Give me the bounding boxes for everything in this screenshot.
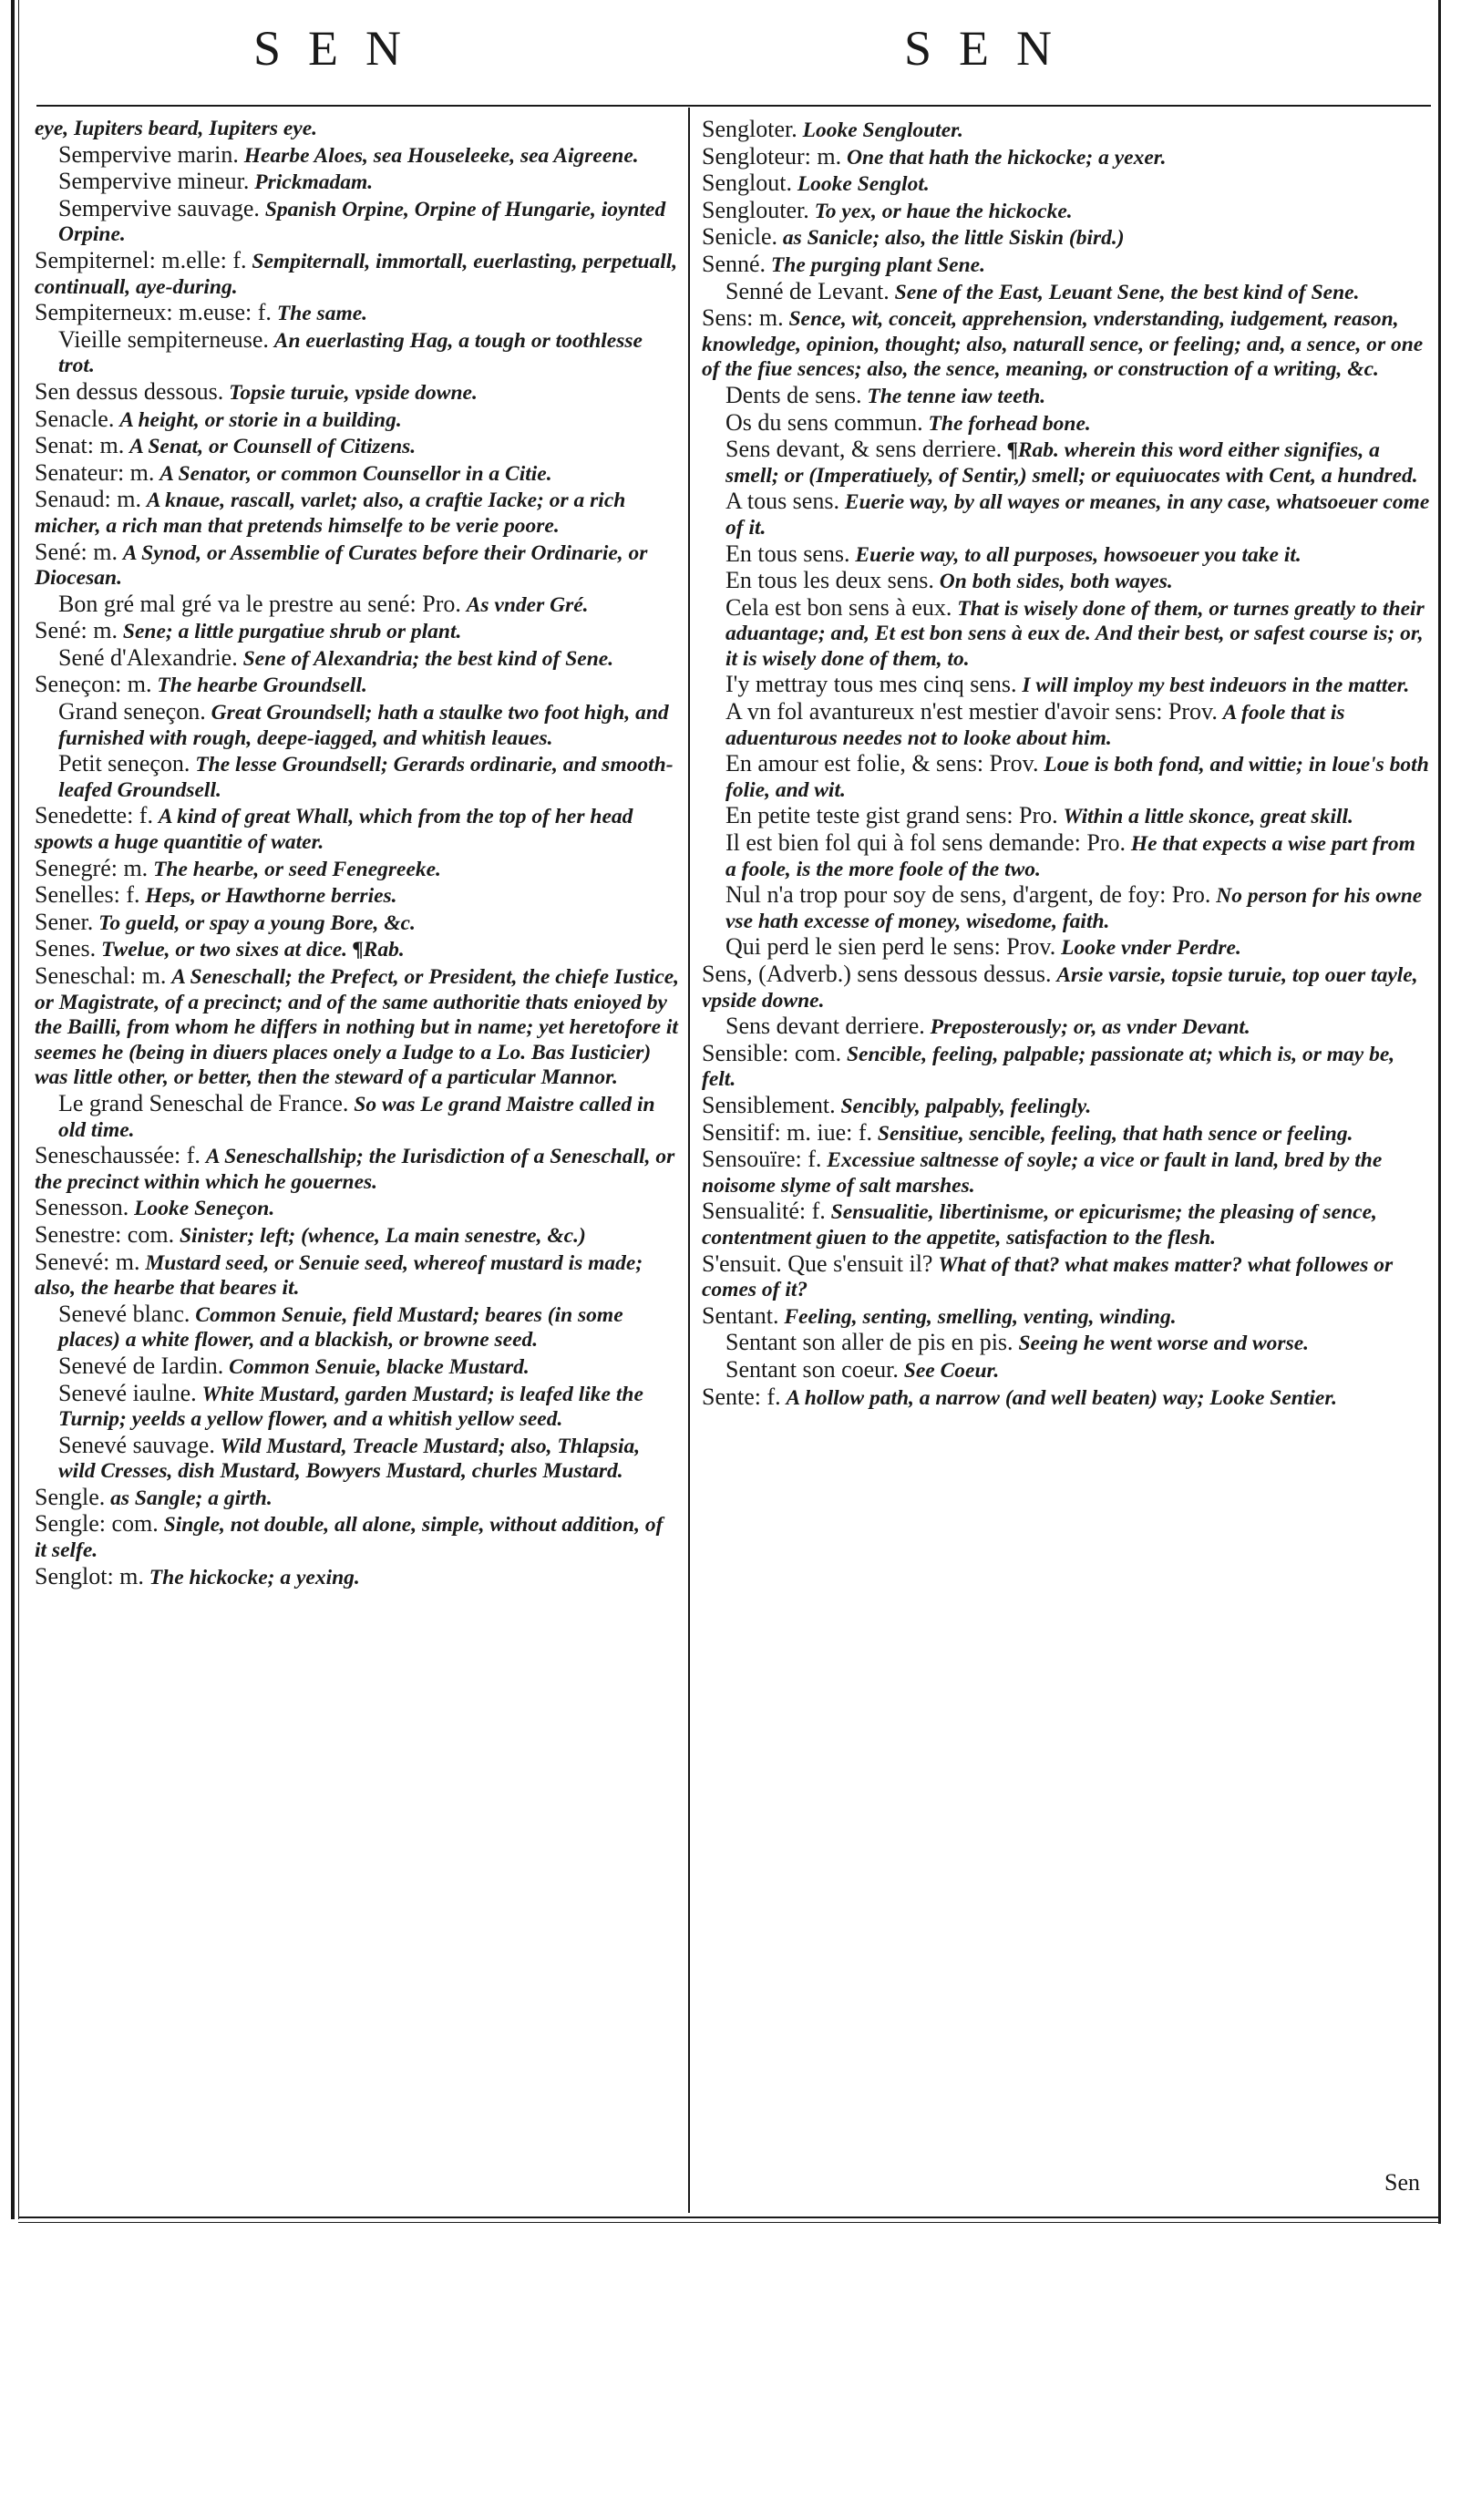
dictionary-entry (702, 383, 1431, 410)
entry-headword: Sente: f. (702, 1383, 781, 1410)
entry-definition: Sensualitie, libertinisme, or epicurisme; the pleasing of sence, contentment giuen to the appetite, satisfaction to the flesh. (702, 1200, 1377, 1250)
entry-definition: The hearbe, or seed Fenegreeke. (153, 857, 441, 881)
entry-definition: Sinister; left; (whence, La main senestre, &c.) (179, 1223, 586, 1248)
entry-definition: Common Senuie, blacke Mustard. (229, 1354, 530, 1379)
dictionary-entry (35, 1353, 680, 1381)
entry-headword: Senes. (35, 935, 97, 962)
dictionary-entry (35, 1511, 680, 1563)
frame-border-bottom-inner (18, 2222, 1441, 2223)
dictionary-entry (35, 169, 680, 196)
entry-definition: On both sides, both wayes. (939, 570, 1173, 594)
entry-headword: Nul n'a trop pour soy de sens, d'argent, de foy: Pro. (725, 881, 1211, 909)
entry-headword: Senevé blanc. (58, 1300, 190, 1327)
entry-headword: I'y mettray tous mes cinq sens. (725, 671, 1017, 698)
dictionary-entry (702, 595, 1431, 673)
entry-headword: Sener. (35, 908, 94, 935)
entry-headword: Senaud: m. (35, 486, 141, 513)
entry-headword: Sengloteur: m. (702, 142, 842, 170)
entry-headword: Sen dessus dessous. (35, 377, 224, 405)
entry-definition: The purging plant Sene. (770, 252, 985, 277)
dictionary-entry (35, 1195, 680, 1222)
entry-definition: A height, or storie in a building. (119, 407, 402, 432)
entry-headword: Senacle. (35, 405, 115, 432)
dictionary-entry (35, 327, 680, 379)
entry-headword: Cela est bon sens à eux. (725, 593, 952, 621)
dictionary-entry (702, 1147, 1431, 1198)
dictionary-entry (702, 305, 1431, 383)
frame-border-right (1438, 0, 1441, 2224)
entry-headword: Senevé de Iardin. (58, 1352, 224, 1379)
entry-headword: Senevé: m. (35, 1248, 140, 1275)
entry-definition: Common Senuie, field Mustard; beares (in some places) a white flower, and a blackish, or browne seed. (58, 1302, 623, 1353)
frame-border-left (11, 0, 15, 2219)
entry-definition: A knaue, rascall, varlet; also, a craftie Iacke; or a rich micher, a rich man that pretends himselfe to be verie poore. (35, 489, 626, 538)
entry-headword: Sené: m. (35, 538, 118, 565)
column-divider (688, 108, 690, 2213)
entry-definition: He that expects a wise part from a foole, is the more foole of the two. (725, 832, 1415, 881)
entry-headword: Sempiterneux: m.euse: f. (35, 299, 272, 326)
entry-definition: Sempiternall, immortall, euerlasting, perpetuall, continuall, aye-during. (35, 249, 678, 299)
entry-headword: Sensible: com. (702, 1039, 842, 1066)
entry-headword: Sené d'Alexandrie. (58, 643, 238, 671)
entry-headword: Senné. (702, 250, 767, 277)
entry-definition: Single, not double, all alone, simple, without addition, of it selfe. (35, 1513, 664, 1563)
dictionary-entry (35, 882, 680, 910)
dictionary-entry (702, 568, 1431, 595)
entry-headword: Sens devant derriere. (725, 1013, 925, 1040)
entry-definition: Great Groundsell; hath a staulke two foot high, and furnished with rough, deepe-iagged, and whitish leaues. (58, 701, 669, 750)
entry-definition: Wild Mustard, Treacle Mustard; also, Thlapsia, wild Cresses, dish Mustard, Bowyers Mustard, churles Mustard. (58, 1434, 641, 1484)
entry-headword: A tous sens. (725, 488, 839, 515)
entry-definition: Euerie way, by all wayes or meanes, in any case, whatsoeuer come of it. (725, 490, 1430, 540)
entry-definition: No person for his owne vse hath excesse of money, wisedome, faith. (725, 884, 1423, 933)
dictionary-entry (702, 934, 1431, 962)
dictionary-entry (35, 460, 680, 488)
dictionary-entry (702, 1303, 1431, 1331)
dictionary-entry (35, 699, 680, 751)
entry-headword: Sentant son coeur. (725, 1355, 899, 1383)
entry-definition: as Sanicle; also, the little Siskin (bird.) (782, 226, 1125, 251)
dictionary-entry (35, 645, 680, 673)
entry-definition: A Seneschall; the Prefect, or President, the chiefe Iustice, or Magistrate, of a precinct; and of the same authoritie thats enioyed by the Bailli, from whom he differs in nothing but in name; yet heretofore it seemes he (being in diuers places onely a Iudge to a Lo. Bas Iusticier) was little other, or better, then the steward of a particular Mannor. (35, 965, 680, 1090)
dictionary-entry (35, 1381, 680, 1433)
entry-headword: Senné de Levant. (725, 277, 890, 304)
entry-definition: Preposterously; or, as vnder Devant. (930, 1015, 1250, 1040)
entry-definition: A foole that is aduenturous needes not to looke about him. (725, 701, 1345, 750)
dictionary-entry (35, 1222, 680, 1250)
dictionary-entry (702, 672, 1431, 699)
entry-headword: Vieille sempiterneuse. (58, 325, 269, 353)
dictionary-entry (35, 591, 680, 619)
entry-definition: Arsie varsie, topsie turuie, top ouer tayle, vpside downe. (702, 963, 1418, 1013)
entry-definition: ¶Rab. wherein this word either signifies, a smell; or (Imperatiuely, of Sentir,) smell; or equiuocates with Cent, a hundred. (725, 438, 1418, 488)
entry-definition: Hearbe Aloes, sea Houseleeke, sea Aigreene. (243, 143, 639, 168)
entry-definition: To gueld, or spay a young Bore, &c. (98, 910, 416, 935)
entry-definition: Looke Seneçon. (134, 1197, 275, 1221)
dictionary-entry (35, 433, 680, 460)
dictionary-entry (702, 1251, 1431, 1303)
entry-headword: Sengle. (35, 1483, 106, 1510)
entry-headword: Senevé sauvage. (58, 1431, 215, 1458)
entry-headword: Sentant son aller de pis en pis. (725, 1329, 1013, 1356)
entry-headword: En amour est folie, & sens: Prov. (725, 750, 1039, 777)
dictionary-entry (35, 936, 680, 963)
entry-definition: That is wisely done of them, or turnes greatly to their aduantage; and, Et est bon sens à eux de. And their best, or safest course is; or, it is wisely done of them, to. (725, 596, 1425, 671)
dictionary-entry (702, 117, 1431, 144)
dictionary-entry (702, 252, 1431, 279)
entry-definition: Twelue, or two sixes at dice. ¶Rab. (101, 938, 405, 962)
entry-headword: En tous sens. (725, 540, 850, 567)
entry-headword: Os du sens commun. (725, 408, 923, 436)
left-column (35, 117, 680, 1590)
entry-headword: Bon gré mal gré va le prestre au sené: Pro. (58, 590, 461, 617)
dictionary-entry (702, 437, 1431, 489)
entry-definition: A Synod, or Assemblie of Curates before their Ordinarie, or Diocesan. (35, 540, 648, 591)
header-rule (36, 105, 1431, 107)
right-column (702, 117, 1431, 1411)
frame-border-left-inner (18, 0, 19, 2219)
dictionary-entry (35, 910, 680, 937)
entry-definition: Seeing he went worse and worse. (1018, 1332, 1310, 1356)
entry-definition: What of that? what makes matter? what followes or comes of it? (702, 1252, 1394, 1302)
entry-definition: The lesse Groundsell; Gerards ordinarie, and smooth-leafed Groundsell. (58, 753, 674, 802)
entry-headword: S'ensuit. Que s'ensuit il? (702, 1250, 933, 1277)
entry-headword: Sens: m. (702, 304, 784, 332)
dictionary-entry (702, 198, 1431, 225)
dictionary-entry (702, 224, 1431, 252)
entry-headword: Senegré: m. (35, 854, 149, 881)
entry-definition: The tenne iaw teeth. (867, 384, 1046, 408)
dictionary-entry (35, 487, 680, 539)
entry-headword: Il est bien fol qui à fol sens demande: Pro. (725, 829, 1127, 857)
entry-headword: Senglot: m. (35, 1562, 144, 1589)
entry-definition: An euerlasting Hag, a tough or toothlesse trot. (58, 328, 643, 378)
entry-definition: A hollow path, a narrow (and well beaten) way; Looke Sentier. (786, 1385, 1338, 1410)
entry-definition: Euerie way, to all purposes, howsoeuer you take it. (855, 542, 1302, 567)
entry-definition: The forhead bone. (928, 411, 1091, 436)
entry-definition: Prickmadam. (254, 170, 374, 195)
dictionary-entry (702, 279, 1431, 306)
dictionary-entry (702, 1120, 1431, 1147)
entry-definition: Within a little skonce, great skill. (1063, 805, 1353, 829)
dictionary-entry (702, 699, 1431, 751)
entry-definition: See Coeur. (903, 1358, 1000, 1383)
dictionary-entry (702, 1041, 1431, 1093)
entry-headword: Sempervive marin. (58, 140, 239, 168)
entry-headword: Sens, (Adverb.) sens dessous dessus. (702, 961, 1052, 987)
entry-definition: Heps, or Hawthorne berries. (145, 884, 397, 909)
entry-definition: A kind of great Whall, which from the top of her head spowts a huge quantitie of water. (35, 805, 633, 855)
dictionary-entry (35, 856, 680, 883)
dictionary-entry (35, 618, 680, 645)
entry-definition: Loue is both fond, and wittie; in loue's both folie, and wit. (725, 753, 1429, 802)
entry-headword: Sensualité: f. (702, 1198, 826, 1225)
dictionary-entry (702, 541, 1431, 569)
dictionary-entry (702, 489, 1431, 540)
entry-headword: Sené: m. (35, 617, 118, 644)
entry-definition: Sencibly, palpably, feelingly. (840, 1094, 1092, 1118)
dictionary-entry (35, 196, 680, 248)
dictionary-entry (702, 410, 1431, 437)
entry-headword: Petit seneçon. (58, 750, 190, 777)
entry-headword: Grand seneçon. (58, 698, 206, 725)
dictionary-entry (35, 1485, 680, 1512)
entry-headword: Sensouïre: f. (702, 1146, 822, 1173)
dictionary-entry (702, 1384, 1431, 1412)
entry-definition: Feeling, senting, smelling, venting, winding. (784, 1304, 1177, 1329)
entry-definition: Sencible, feeling, palpable; passionate at; which is, or may be, felt. (702, 1042, 1395, 1092)
dictionary-entry (702, 1093, 1431, 1120)
entry-headword: Sempervive mineur. (58, 168, 250, 195)
dictionary-entry (35, 248, 680, 300)
entry-headword: Senicle. (702, 223, 778, 251)
entry-headword: Seneschaussée: f. (35, 1142, 201, 1169)
dictionary-entry (35, 1433, 680, 1485)
entry-headword: Senglout. (702, 170, 792, 197)
dictionary-entry (702, 1330, 1431, 1357)
entry-definition: I will imploy my best indeuors in the matter. (1022, 674, 1410, 698)
catchword: Sen (1384, 2169, 1420, 2196)
entry-headword: Seneschal: m. (35, 962, 167, 989)
dictionary-entry (35, 672, 680, 699)
dictionary-entry (35, 406, 680, 434)
entry-headword: Qui perd le sien perd le sens: Prov. (725, 933, 1056, 961)
dictionary-entry (35, 1301, 680, 1353)
dictionary-entry (35, 117, 680, 142)
entry-definition: The same. (276, 302, 368, 326)
frame-border-bottom (18, 2217, 1441, 2218)
entry-headword: Senateur: m. (35, 458, 155, 486)
entry-headword: En tous les deux sens. (725, 567, 934, 594)
entry-definition: eye, Iupiters beard, Iupiters eye. (35, 117, 318, 140)
entry-definition: The hearbe Groundsell. (157, 674, 367, 698)
dictionary-entry (35, 300, 680, 327)
entry-headword: Le grand Seneschal de France. (58, 1089, 349, 1116)
entry-definition: Topsie turuie, vpside downe. (229, 380, 478, 405)
dictionary-entry (702, 144, 1431, 171)
entry-headword: A vn fol avantureux n'est mestier d'avoir sens: Prov. (725, 698, 1218, 725)
running-head-right: SEN (904, 21, 1080, 76)
dictionary-entry (35, 379, 680, 406)
entry-headword: Senelles: f. (35, 881, 140, 909)
entry-definition: Sensitiue, sencible, feeling, that hath sence or feeling. (877, 1121, 1353, 1146)
dictionary-entry (35, 1143, 680, 1195)
dictionary-entry (35, 540, 680, 591)
dictionary-entry (702, 751, 1431, 803)
dictionary-entry (35, 803, 680, 855)
entry-definition: A Senator, or common Counsellor in a Citie. (159, 461, 552, 486)
entry-headword: En petite teste gist grand sens: Pro. (725, 802, 1058, 829)
dictionary-entry (35, 963, 680, 1091)
entry-definition: The hickocke; a yexing. (149, 1565, 360, 1589)
entry-definition: One that hath the hickocke; a yexer. (846, 145, 1167, 170)
entry-headword: Sengle: com. (35, 1510, 159, 1538)
dictionary-entry (702, 1013, 1431, 1041)
entry-headword: Sensiblement. (702, 1091, 836, 1118)
entry-definition: White Mustard, garden Mustard; is leafed like the Turnip; yeelds a yellow flower, and a whitish yellow seed. (58, 1382, 643, 1432)
entry-headword: Senat: m. (35, 432, 125, 459)
entry-headword: Senedette: f. (35, 802, 153, 829)
dictionary-entry (35, 1564, 680, 1591)
entry-definition: Excessiue saltnesse of soyle; a vice or fault in land, bred by the noisome slyme of salt marshes. (702, 1148, 1383, 1198)
dictionary-entry (702, 1198, 1431, 1250)
dictionary-entry (702, 962, 1431, 1013)
entry-definition: As vnder Gré. (466, 592, 589, 617)
dictionary-entry (702, 882, 1431, 934)
entry-definition: Mustard seed, or Senuie seed, whereof mustard is made; also, the hearbe that beares it. (35, 1250, 643, 1301)
entry-definition: A Seneschallship; the Iurisdiction of a Seneschall, or the precinct within which he gouernes. (35, 1145, 675, 1194)
entry-definition: Sene of Alexandria; the best kind of Sene. (242, 646, 614, 671)
entry-definition: Sene of the East, Leuant Sene, the best kind of Sene. (894, 280, 1360, 304)
entry-headword: Sentant. (702, 1301, 779, 1329)
entry-definition: Sene; a little purgatiue shrub or plant. (122, 620, 462, 644)
entry-definition: To yex, or haue the hickocke. (814, 199, 1073, 223)
entry-headword: Senevé iaulne. (58, 1379, 197, 1406)
entry-headword: Senesson. (35, 1194, 129, 1221)
entry-definition: Sence, wit, conceit, apprehension, vnderstanding, iudgement, reason, knowledge, opinion, thought; also, naturall sence, or feeling; and, a sence, or one of the fiue sences; also, the sence, meaning, or construction of a writing, &c. (702, 307, 1424, 382)
entry-definition: Looke Senglouter. (802, 118, 963, 142)
dictionary-entry (35, 142, 680, 170)
dictionary-entry (702, 803, 1431, 830)
entry-headword: Sempervive sauvage. (58, 194, 260, 221)
entry-definition: as Sangle; a girth. (110, 1486, 273, 1510)
entry-headword: Sensitif: m. iue: f. (702, 1118, 873, 1146)
dictionary-entry (35, 1091, 680, 1143)
running-head-left: SEN (253, 21, 429, 76)
entry-headword: Sens devant, & sens derriere. (725, 436, 1003, 463)
entry-headword: Sempiternel: m.elle: f. (35, 246, 247, 273)
entry-headword: Sengloter. (702, 116, 797, 142)
dictionary-entry (35, 1250, 680, 1301)
entry-definition: A Senat, or Counsell of Citizens. (129, 435, 417, 459)
entry-definition: Looke Senglot. (797, 172, 930, 197)
dictionary-entry (702, 170, 1431, 198)
entry-definition: So was Le grand Maistre called in old time. (58, 1092, 655, 1142)
entry-headword: Senestre: com. (35, 1220, 175, 1248)
entry-headword: Senglouter. (702, 196, 809, 223)
dictionary-entry (702, 830, 1431, 882)
dictionary-entry (35, 751, 680, 803)
entry-definition: Looke vnder Perdre. (1061, 936, 1241, 961)
dictionary-entry (702, 1357, 1431, 1384)
entry-definition: Spanish Orpine, Orpine of Hungarie, ioynted Orpine. (58, 197, 666, 247)
entry-headword: Dents de sens. (725, 381, 862, 408)
entry-headword: Seneçon: m. (35, 671, 152, 698)
